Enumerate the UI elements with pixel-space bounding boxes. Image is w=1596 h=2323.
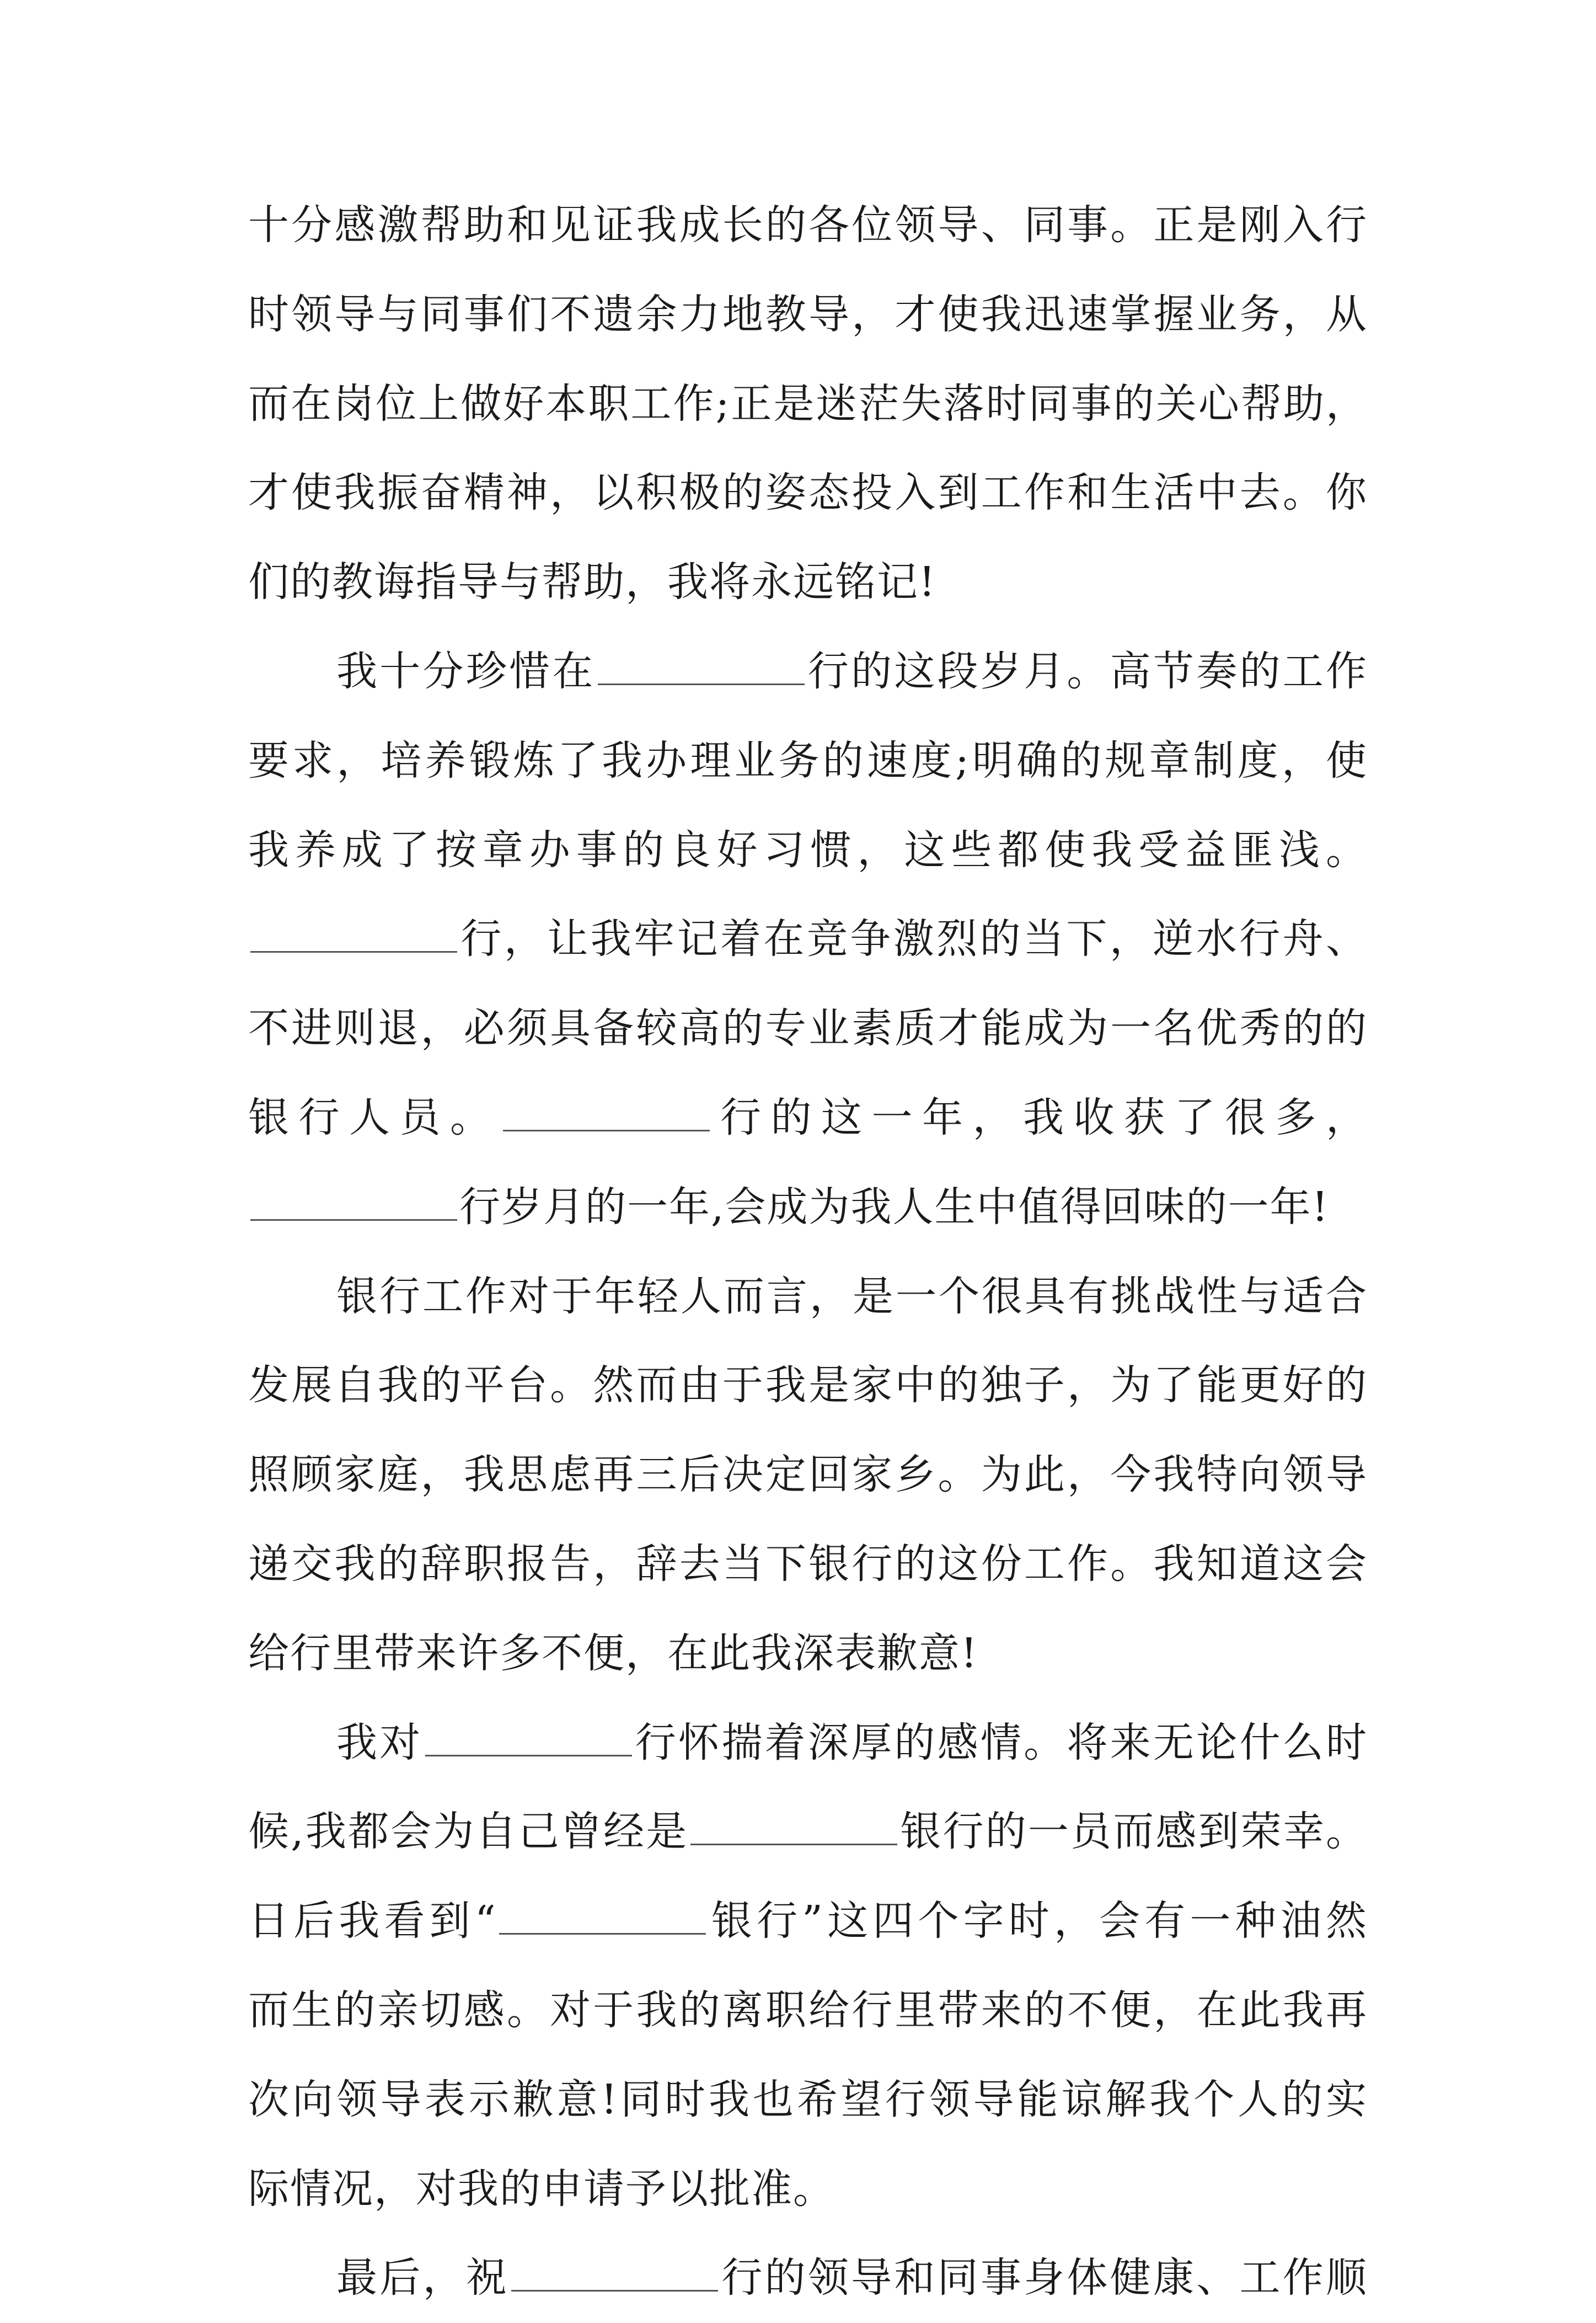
text-line: 而在岗位上做好本职工作;正是迷茫失落时同事的关心帮助， <box>248 380 1368 428</box>
text-line: 我养成了按章办事的良好习惯，这些都使我受益匪浅。 <box>248 826 1368 874</box>
text-line: 要求，培养锻炼了我办理业务的速度;明确的规章制度，使 <box>248 736 1368 784</box>
text-line: 而生的亲切感。对于我的离职给行里带来的不便，在此我再 <box>248 1986 1368 2034</box>
text-line: 时领导与同事们不遗余力地教导，才使我迅速掌握业务，从 <box>248 290 1368 338</box>
fill-in-blank <box>250 1186 457 1221</box>
text-line: 银行人员。 行的这一年，我收获了很多， <box>248 1093 1368 1141</box>
text-line: 最后，祝 行的领导和同事身体健康、工作顺 <box>336 2254 1368 2302</box>
text-line: 银行工作对于年轻人而言，是一个很具有挑战性与适合 <box>336 1272 1368 1320</box>
text-line: 次向领导表示歉意!同时我也希望行领导能谅解我个人的实 <box>248 2075 1368 2123</box>
fill-in-blank <box>511 2257 718 2292</box>
fill-in-blank <box>250 918 457 953</box>
text-line: 不进则退，必须具备较高的专业素质才能成为一名优秀的的 <box>248 1005 1368 1053</box>
text-line: 照顾家庭，我思虑再三后决定回家乡。为此，今我特向领导 <box>248 1451 1368 1499</box>
text-line: 行，让我牢记着在竞争激烈的当下，逆水行舟、 <box>248 895 1368 984</box>
fill-in-blank <box>598 650 805 685</box>
text-line: 才使我振奋精神，以积极的姿态投入到工作和生活中去。你 <box>248 469 1368 517</box>
fill-in-blank <box>503 1097 710 1131</box>
fill-in-blank <box>499 1900 706 1935</box>
fill-in-blank <box>690 1811 897 1845</box>
text-line: 日后我看到“ 银行”这四个字时，会有一种油然 <box>248 1897 1368 1945</box>
document-body <box>248 181 1368 2323</box>
fill-in-blank <box>425 1722 632 1756</box>
text-line: 十分感激帮助和见证我成长的各位领导、同事。正是刚入行 <box>248 201 1368 249</box>
text-line: 发展自我的平台。然而由于我是家中的独子，为了能更好的 <box>248 1361 1368 1409</box>
text-line: 候,我都会为自己曾经是 银行的一员而感到荣幸。 <box>248 1808 1368 1856</box>
text-line: 际情况，对我的申请予以批准。 <box>248 2165 835 2213</box>
text-line: 行岁月的一年,会成为我人生中值得回味的一年! <box>248 1163 1368 1252</box>
text-line: 递交我的辞职报告，辞去当下银行的这份工作。我知道这会 <box>248 1540 1368 1588</box>
text-line: 给行里带来许多不便，在此我深表歉意! <box>248 1629 978 1677</box>
text-line: 我对 行怀揣着深厚的感情。将来无论什么时 <box>336 1718 1368 1766</box>
text-line: 我十分珍惜在 行的这段岁月。高节奏的工作 <box>336 647 1368 695</box>
text-line: 们的教诲指导与帮助，我将永远铭记! <box>248 558 936 606</box>
